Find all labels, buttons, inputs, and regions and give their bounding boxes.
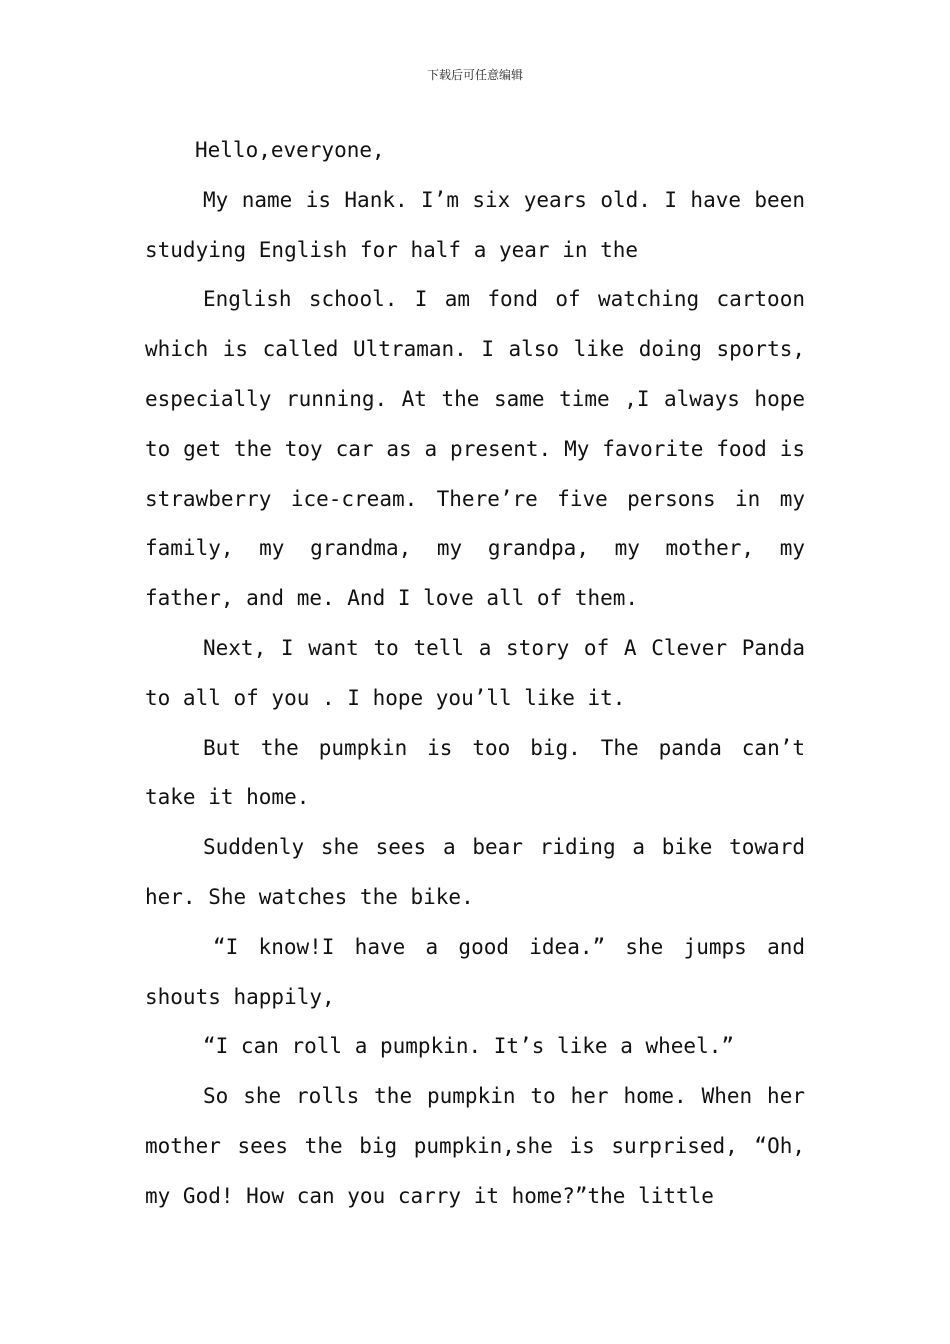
paragraph-roll-home: So she rolls the pumpkin to her home. When her mother sees the big pumpkin,she is surprised, “Oh, my God! How can you carry it home?”the little	[145, 1084, 805, 1208]
paragraph-bear: Suddenly she sees a bear riding a bike toward her. She watches the bike.	[145, 835, 805, 909]
paragraph-wheel: “I can roll a pumpkin. It’s like a wheel.”	[203, 1034, 735, 1059]
paragraph-hobbies: English school. I am fond of watching cartoon which is called Ultraman. I also like doing sports, especially running. At the same time ,I always hope to get the toy car as a present. My favorite food is strawberry ice-cream. There’re five persons in my family, my grandma, my grandpa, my mother, my father, and me. And I love all of them.	[145, 287, 805, 611]
paragraph-story-intro: Next, I want to tell a story of A Clever Panda to all of you . I hope you’ll like it.	[145, 635, 805, 710]
paragraph-idea: “I know!I have a good idea.” she jumps and shouts happily,	[145, 934, 805, 1009]
document-body	[145, 126, 805, 1222]
paragraph-intro: My name is Hank. I’m six years old. I have been studying English for half a year in the	[145, 187, 805, 262]
greeting-line: Hello,everyone,	[195, 138, 385, 162]
header-note: 下载后可任意编辑	[426, 68, 523, 82]
paragraph-pumpkin: But the pumpkin is too big. The panda can’t take it home.	[145, 735, 805, 810]
